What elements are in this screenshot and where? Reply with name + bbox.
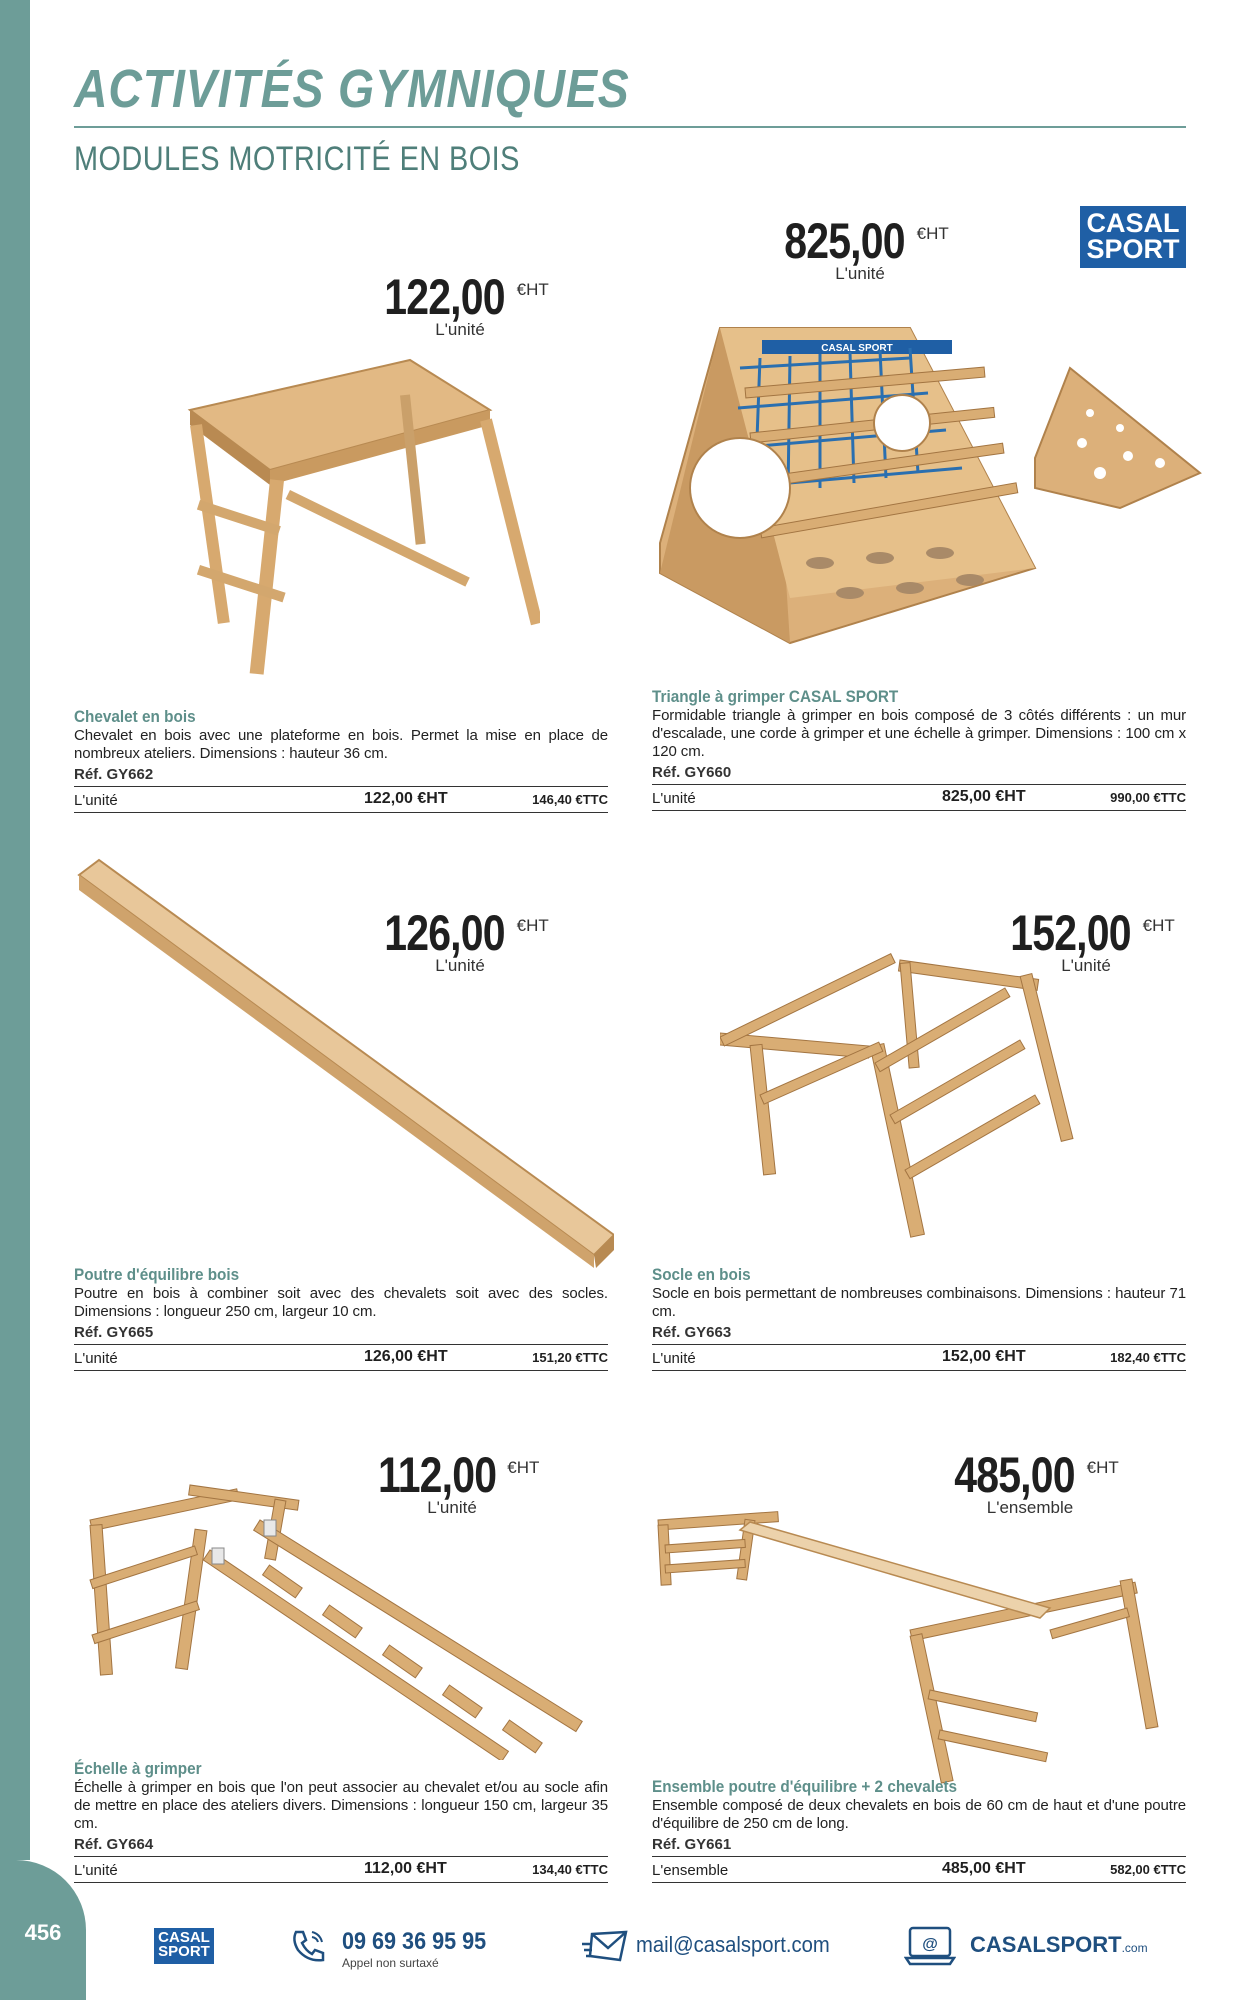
- price-ttc: 151,20 €TTC: [532, 1349, 608, 1365]
- price-ttc: 990,00 €TTC: [1110, 789, 1186, 805]
- price-amount: 825,00: [784, 213, 905, 269]
- logo-line-1: CASAL: [158, 1929, 210, 1946]
- product-ref: Réf. GY663: [652, 1324, 1186, 1345]
- logo-line-2: SPORT: [1086, 233, 1180, 264]
- price-suffix: €HT: [1086, 1458, 1119, 1477]
- product-description: Formidable triangle à grimper en bois composé de 3 côtés différents : un mur d'escalade, une corde à grimper et une échelle à grimper. Dimensions : 100 cm x 120 cm.: [652, 706, 1186, 760]
- unit-label: L'unité: [652, 789, 696, 807]
- product-image-triangle[interactable]: [650, 318, 1210, 648]
- product-info-ensemble: [652, 1778, 1186, 1883]
- page-number: 456: [24, 1920, 62, 1945]
- product-image-ensemble[interactable]: [650, 1490, 1190, 1790]
- price-row: [652, 1857, 1186, 1883]
- product-name: Échelle à grimper: [74, 1759, 202, 1778]
- product-name: Triangle à grimper CASAL SPORT: [652, 687, 899, 706]
- price-suffix: €HT: [516, 280, 549, 299]
- laptop-icon: [904, 1924, 956, 1966]
- footer-email[interactable]: mail@casalsport.com: [636, 1932, 830, 1957]
- product-name: Chevalet en bois: [74, 707, 196, 726]
- website-name: CASALSPORT: [970, 1932, 1122, 1957]
- product-description: Échelle à grimper en bois que l'on peut associer au chevalet et/ou au socle afin de mettre en place des ateliers divers. Dimensions : longueur 150 cm, largeur 35 cm.: [74, 1778, 608, 1832]
- product-image-echelle[interactable]: [80, 1460, 610, 1760]
- website-tld: .com: [1121, 1941, 1148, 1955]
- price-callout: [330, 268, 590, 340]
- product-name: Poutre d'équilibre bois: [74, 1265, 240, 1284]
- unit-label: L'ensemble: [652, 1861, 729, 1879]
- price-row: [74, 1345, 608, 1371]
- price-amount: 152,00: [1010, 905, 1131, 961]
- price-row: [74, 1857, 608, 1883]
- product-ref: Réf. GY664: [74, 1836, 608, 1857]
- footer-phone-note: Appel non surtaxé: [342, 1956, 439, 1970]
- price-ttc: 582,00 €TTC: [1110, 1861, 1186, 1877]
- price-unit: L'unité: [835, 264, 885, 283]
- price-row: [74, 787, 608, 813]
- price-suffix: €HT: [916, 224, 949, 243]
- title-divider: [74, 126, 1186, 128]
- product-info-triangle: [652, 688, 1186, 811]
- product-ref: Réf. GY662: [74, 766, 608, 787]
- price-ht: 825,00 €HT: [942, 787, 1026, 805]
- price-unit: L'unité: [435, 956, 485, 975]
- svg-text:@: @: [922, 1936, 938, 1953]
- product-description: Ensemble composé de deux chevalets en bois de 60 cm de haut et d'une poutre d'équilibre de 250 cm de long.: [652, 1796, 1186, 1832]
- price-suffix: €HT: [1142, 916, 1175, 935]
- product-info-socle: [652, 1266, 1186, 1371]
- logo-line-1: CASAL: [1086, 208, 1180, 238]
- page-title: ACTIVITÉS GYMNIQUES: [74, 59, 630, 119]
- product-info-chevalet: [74, 708, 608, 813]
- product-image-socle[interactable]: [720, 945, 1080, 1245]
- price-ht: 152,00 €HT: [942, 1347, 1026, 1365]
- price-unit: L'unité: [427, 1498, 477, 1517]
- price-ht: 126,00 €HT: [364, 1347, 448, 1365]
- product-description: Socle en bois permettant de nombreuses combinaisons. Dimensions : hauteur 71 cm.: [652, 1284, 1186, 1320]
- price-ht: 485,00 €HT: [942, 1859, 1026, 1877]
- footer-phone[interactable]: 09 69 36 95 95: [342, 1928, 487, 1955]
- price-amount: 112,00: [377, 1447, 496, 1503]
- triangle-image-label: CASAL SPORT: [821, 343, 893, 354]
- product-ref: Réf. GY661: [652, 1836, 1186, 1857]
- unit-label: L'unité: [74, 791, 118, 809]
- product-image-chevalet[interactable]: [160, 350, 540, 680]
- price-row: [652, 785, 1186, 811]
- price-row: [652, 1345, 1186, 1371]
- price-unit: L'unité: [1061, 956, 1111, 975]
- product-info-poutre: [74, 1266, 608, 1371]
- product-ref: Réf. GY660: [652, 764, 1186, 785]
- price-amount: 122,00: [384, 269, 505, 325]
- footer-logo[interactable]: [154, 1928, 214, 1964]
- price-ttc: 146,40 €TTC: [532, 791, 608, 807]
- page-subtitle: MODULES MOTRICITÉ EN BOIS: [74, 140, 520, 178]
- unit-label: L'unité: [74, 1861, 118, 1879]
- product-name: Ensemble poutre d'équilibre + 2 chevalets: [652, 1777, 958, 1796]
- price-ttc: 134,40 €TTC: [532, 1861, 608, 1877]
- product-image-poutre[interactable]: [74, 850, 614, 1270]
- price-ht: 122,00 €HT: [364, 789, 448, 807]
- side-accent-bar: [0, 0, 30, 1860]
- price-suffix: €HT: [507, 1458, 540, 1477]
- mail-icon: [580, 1926, 630, 1966]
- phone-icon: [288, 1926, 328, 1966]
- logo-line-2: SPORT: [158, 1943, 210, 1961]
- price-callout: [730, 212, 990, 284]
- product-info-echelle: [74, 1760, 608, 1883]
- unit-label: L'unité: [74, 1349, 118, 1367]
- product-name: Socle en bois: [652, 1265, 751, 1284]
- price-ht: 112,00 €HT: [364, 1859, 447, 1877]
- product-description: Chevalet en bois avec une plateforme en bois. Permet la mise en place de nombreux ateliers. Dimensions : hauteur 36 cm.: [74, 726, 608, 762]
- price-amount: 485,00: [954, 1447, 1075, 1503]
- footer-website[interactable]: [970, 1932, 1148, 1958]
- price-ttc: 182,40 €TTC: [1110, 1349, 1186, 1365]
- product-description: Poutre en bois à combiner soit avec des chevalets soit avec des socles. Dimensions : longueur 250 cm, largeur 10 cm.: [74, 1284, 608, 1320]
- product-ref: Réf. GY665: [74, 1324, 608, 1345]
- price-unit: L'ensemble: [986, 1498, 1074, 1517]
- price-suffix: €HT: [516, 916, 549, 935]
- unit-label: L'unité: [652, 1349, 696, 1367]
- price-unit: L'unité: [435, 320, 485, 339]
- price-amount: 126,00: [384, 905, 505, 961]
- casal-sport-logo: [1080, 206, 1186, 268]
